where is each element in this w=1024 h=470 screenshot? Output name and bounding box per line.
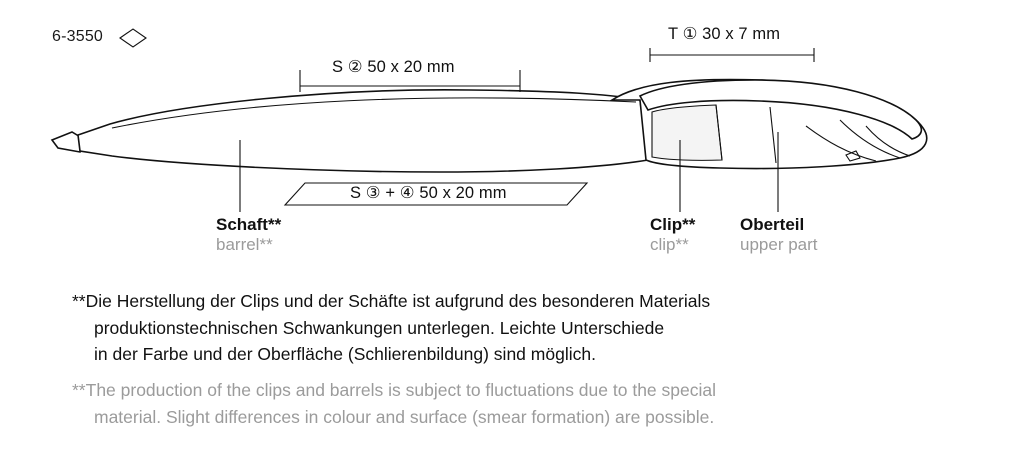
callout-clip-en: clip**: [650, 235, 689, 254]
footnote-de: [72, 288, 710, 368]
callout-barrel: [216, 215, 281, 255]
callout-clip-de: Clip**: [650, 215, 696, 234]
footnote-en: [72, 377, 716, 430]
footnote-de-line-1: [72, 288, 710, 315]
footnote-marker-en: **: [72, 380, 86, 400]
callout-clip: [650, 215, 695, 255]
footnote-de-text-1: Die Herstellung der Clips und der Schäfte ist aufgrund des besonderen Materials: [85, 291, 711, 311]
footnote-de-line-3: in der Farbe und der Oberfläche (Schlierenbildung) sind möglich.: [94, 344, 596, 365]
dimension-top-clip: T ① 30 x 7 mm: [668, 25, 781, 43]
footnote-en-line-2: material. Slight differences in colour and surface (smear formation) are possible.: [94, 406, 715, 427]
footnote-de-line-2: produktionstechnischen Schwankungen unterlegen. Leichte Unterschiede: [94, 317, 665, 338]
callout-barrel-de: Schaft**: [216, 215, 282, 234]
dimension-barrel-lower: S ③ + ④ 50 x 20 mm: [350, 184, 507, 202]
footnote-en-text-1: The production of the clips and barrels is subject to fluctuations due to the special: [85, 380, 716, 400]
callout-upper-part-en: upper part: [740, 235, 818, 254]
callout-upper-part: [740, 215, 818, 255]
product-code-text: 6-3550: [52, 28, 104, 45]
dimension-barrel-upper: S ② 50 x 20 mm: [332, 58, 455, 76]
footnote-marker-de: **: [72, 291, 86, 311]
callout-barrel-en: barrel**: [216, 235, 273, 254]
callout-upper-part-de: Oberteil: [740, 215, 805, 234]
product-code: [52, 28, 103, 46]
footnote-en-line-1: [72, 377, 716, 404]
